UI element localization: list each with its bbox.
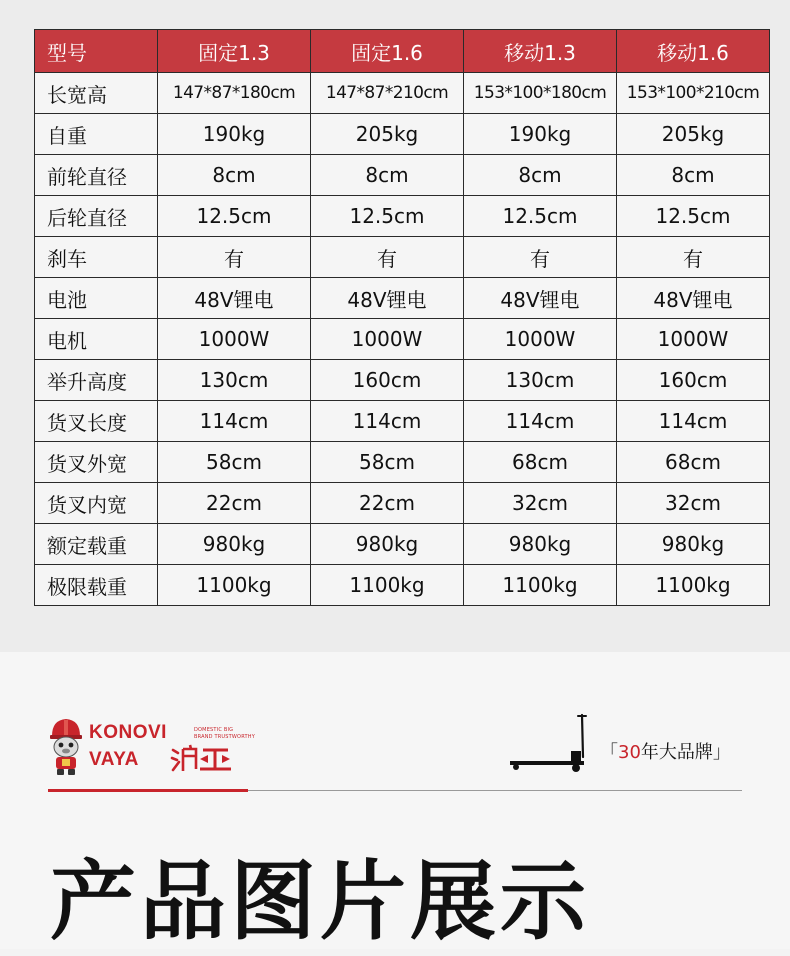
table-row [35, 524, 770, 565]
table-cell: 32cm [464, 483, 617, 524]
table-cell: 130cm [464, 360, 617, 401]
row-label: 举升高度 [35, 360, 158, 401]
table-cell: 130cm [158, 360, 311, 401]
table-row [35, 114, 770, 155]
brand-name-line2: VAYA [89, 749, 139, 770]
table-cell: 22cm [158, 483, 311, 524]
pallet-truck-icon [508, 713, 590, 773]
brand-chinese-mark [170, 744, 232, 774]
table-row [35, 360, 770, 401]
table-cell: 1100kg [311, 565, 464, 606]
slogan-number: 30 [618, 742, 641, 763]
row-label: 货叉内宽 [35, 483, 158, 524]
table-cell: 147*87*180cm [158, 73, 311, 114]
slogan [600, 738, 731, 764]
slogan-bracket-close: 」 [712, 742, 731, 763]
table-cell: 114cm [464, 401, 617, 442]
table-cell: 114cm [311, 401, 464, 442]
table-cell: 1000W [158, 319, 311, 360]
slogan-text: 年大品牌 [640, 742, 713, 763]
row-label: 电机 [35, 319, 158, 360]
table-cell: 1000W [464, 319, 617, 360]
table-cell: 1000W [311, 319, 464, 360]
row-label: 货叉长度 [35, 401, 158, 442]
table-cell: 32cm [617, 483, 770, 524]
table-cell: 58cm [158, 442, 311, 483]
table-row [35, 319, 770, 360]
table-cell: 980kg [158, 524, 311, 565]
table-row [35, 401, 770, 442]
spec-table [34, 29, 770, 606]
table-row [35, 278, 770, 319]
table-cell: 205kg [311, 114, 464, 155]
header-model: 型号 [35, 30, 158, 73]
row-label: 后轮直径 [35, 196, 158, 237]
table-cell: 980kg [311, 524, 464, 565]
row-label: 刹车 [35, 237, 158, 278]
table-row [35, 483, 770, 524]
row-label: 电池 [35, 278, 158, 319]
brand-logo [48, 716, 278, 780]
header-fixed-1-3: 固定1.3 [158, 30, 311, 73]
table-cell: 48V锂电 [311, 278, 464, 319]
table-cell: 160cm [617, 360, 770, 401]
table-cell: 1100kg [464, 565, 617, 606]
row-label: 前轮直径 [35, 155, 158, 196]
table-cell: 12.5cm [158, 196, 311, 237]
table-cell: 68cm [617, 442, 770, 483]
table-cell: 68cm [464, 442, 617, 483]
table-row [35, 237, 770, 278]
row-label: 额定载重 [35, 524, 158, 565]
table-cell: 58cm [311, 442, 464, 483]
row-label: 货叉外宽 [35, 442, 158, 483]
slogan-bracket-open: 「 [600, 742, 618, 763]
header-mobile-1-6: 移动1.6 [617, 30, 770, 73]
brand-tagline-2: BRAND TRUSTWORTHY [194, 734, 255, 740]
table-row [35, 73, 770, 114]
table-cell: 1100kg [158, 565, 311, 606]
table-cell: 有 [311, 237, 464, 278]
table-row [35, 565, 770, 606]
table-row [35, 196, 770, 237]
divider-red [48, 789, 248, 792]
table-cell: 114cm [617, 401, 770, 442]
table-row [35, 155, 770, 196]
table-cell: 8cm [617, 155, 770, 196]
table-cell: 205kg [617, 114, 770, 155]
table-cell: 12.5cm [617, 196, 770, 237]
table-cell: 48V锂电 [158, 278, 311, 319]
table-cell: 48V锂电 [617, 278, 770, 319]
table-cell: 160cm [311, 360, 464, 401]
table-cell: 22cm [311, 483, 464, 524]
table-cell: 190kg [158, 114, 311, 155]
table-cell: 有 [617, 237, 770, 278]
table-cell: 980kg [617, 524, 770, 565]
row-label: 长宽高 [35, 73, 158, 114]
brand-name-line1: KONOVI [89, 722, 167, 743]
table-cell: 153*100*210cm [617, 73, 770, 114]
table-cell: 980kg [464, 524, 617, 565]
header-fixed-1-6: 固定1.6 [311, 30, 464, 73]
table-cell: 12.5cm [464, 196, 617, 237]
table-cell: 有 [464, 237, 617, 278]
table-cell: 有 [158, 237, 311, 278]
table-cell: 12.5cm [311, 196, 464, 237]
helmet-mascot-icon [48, 716, 84, 776]
table-cell: 190kg [464, 114, 617, 155]
divider-grey [248, 790, 742, 791]
row-label: 自重 [35, 114, 158, 155]
spec-table-body [35, 73, 770, 606]
table-cell: 48V锂电 [464, 278, 617, 319]
table-cell: 153*100*180cm [464, 73, 617, 114]
spec-table-header-row [35, 30, 770, 73]
table-cell: 8cm [464, 155, 617, 196]
table-row [35, 442, 770, 483]
table-cell: 1100kg [617, 565, 770, 606]
section-title: 产品图片展示 [50, 852, 590, 952]
row-label: 极限载重 [35, 565, 158, 606]
table-cell: 8cm [311, 155, 464, 196]
table-cell: 1000W [617, 319, 770, 360]
brand-tagline-1: DOMESTIC BIG [194, 727, 234, 733]
header-mobile-1-3: 移动1.3 [464, 30, 617, 73]
table-cell: 114cm [158, 401, 311, 442]
table-cell: 147*87*210cm [311, 73, 464, 114]
table-cell: 8cm [158, 155, 311, 196]
